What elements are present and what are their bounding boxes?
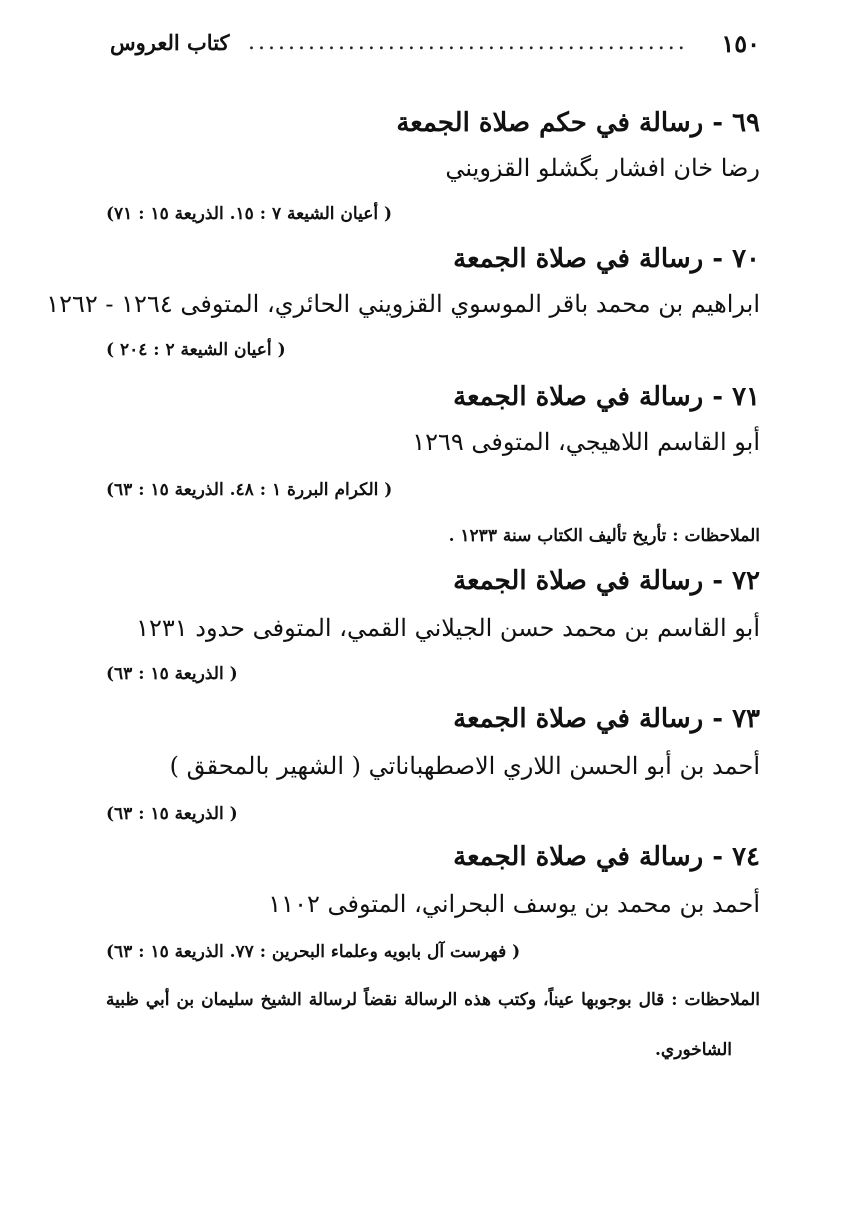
entry-heading: ٧٤ - رسالة في صلاة الجمعة [453,842,760,872]
entry-author: رضا خان افشار بگشلو القزويني [445,154,760,182]
book-title: كتاب العروس [110,30,230,55]
entry-reference: ( الذريعة ١٥ : ٦٣) [106,804,238,824]
entry-reference: ( الكرام البررة ١ : ٤٨. الذريعة ١٥ : ٦٣) [106,480,393,500]
entry-note-continuation: الشاخوري. [655,1040,732,1060]
entry-author: ابراهيم بن محمد باقر الموسوي القزويني الحائري، المتوفى ١٢٦٤ - ١٢٦٢ [46,290,760,318]
header-leader-dots: ............................................ [248,30,688,55]
entry-reference: ( فهرست آل بابويه وعلماء البحرين : ٧٧. الذريعة ١٥ : ٦٣) [106,942,521,962]
entry-reference: ( الذريعة ١٥ : ٦٣) [106,664,238,684]
entry-author: أبو القاسم بن محمد حسن الجيلاني القمي، المتوفى حدود ١٢٣١ [136,614,760,642]
entry-author: أحمد بن أبو الحسن اللاري الاصطهباناتي ( الشهير بالمحقق ) [169,752,760,780]
entry-heading: ٧٣ - رسالة في صلاة الجمعة [453,704,760,734]
entry-note: الملاحظات : تأريخ تأليف الكتاب سنة ١٢٣٣ . [448,526,760,546]
entry-heading: ٧٢ - رسالة في صلاة الجمعة [453,566,760,596]
entry-heading: ٦٩ - رسالة في حكم صلاة الجمعة [396,108,760,138]
entry-heading: ٧١ - رسالة في صلاة الجمعة [453,382,760,412]
entry-reference: ( أعيان الشيعة ٢ : ٢٠٤ ) [106,340,286,360]
entry-author: أحمد بن محمد بن يوسف البحراني، المتوفى ١١٠٢ [268,890,760,918]
entry-author: أبو القاسم اللاهيجي، المتوفى ١٢٦٩ [412,428,760,456]
entry-note: الملاحظات : قال بوجوبها عيناً، وكتب هذه الرسالة نقضاً لرسالة الشيخ سليمان بن أبي ظبية [106,990,760,1010]
entry-heading: ٧٠ - رسالة في صلاة الجمعة [453,244,760,274]
entry-reference: ( أعيان الشيعة ٧ : ١٥. الذريعة ١٥ : ٧١) [106,204,393,224]
page-number: ١٥٠ [721,29,760,58]
